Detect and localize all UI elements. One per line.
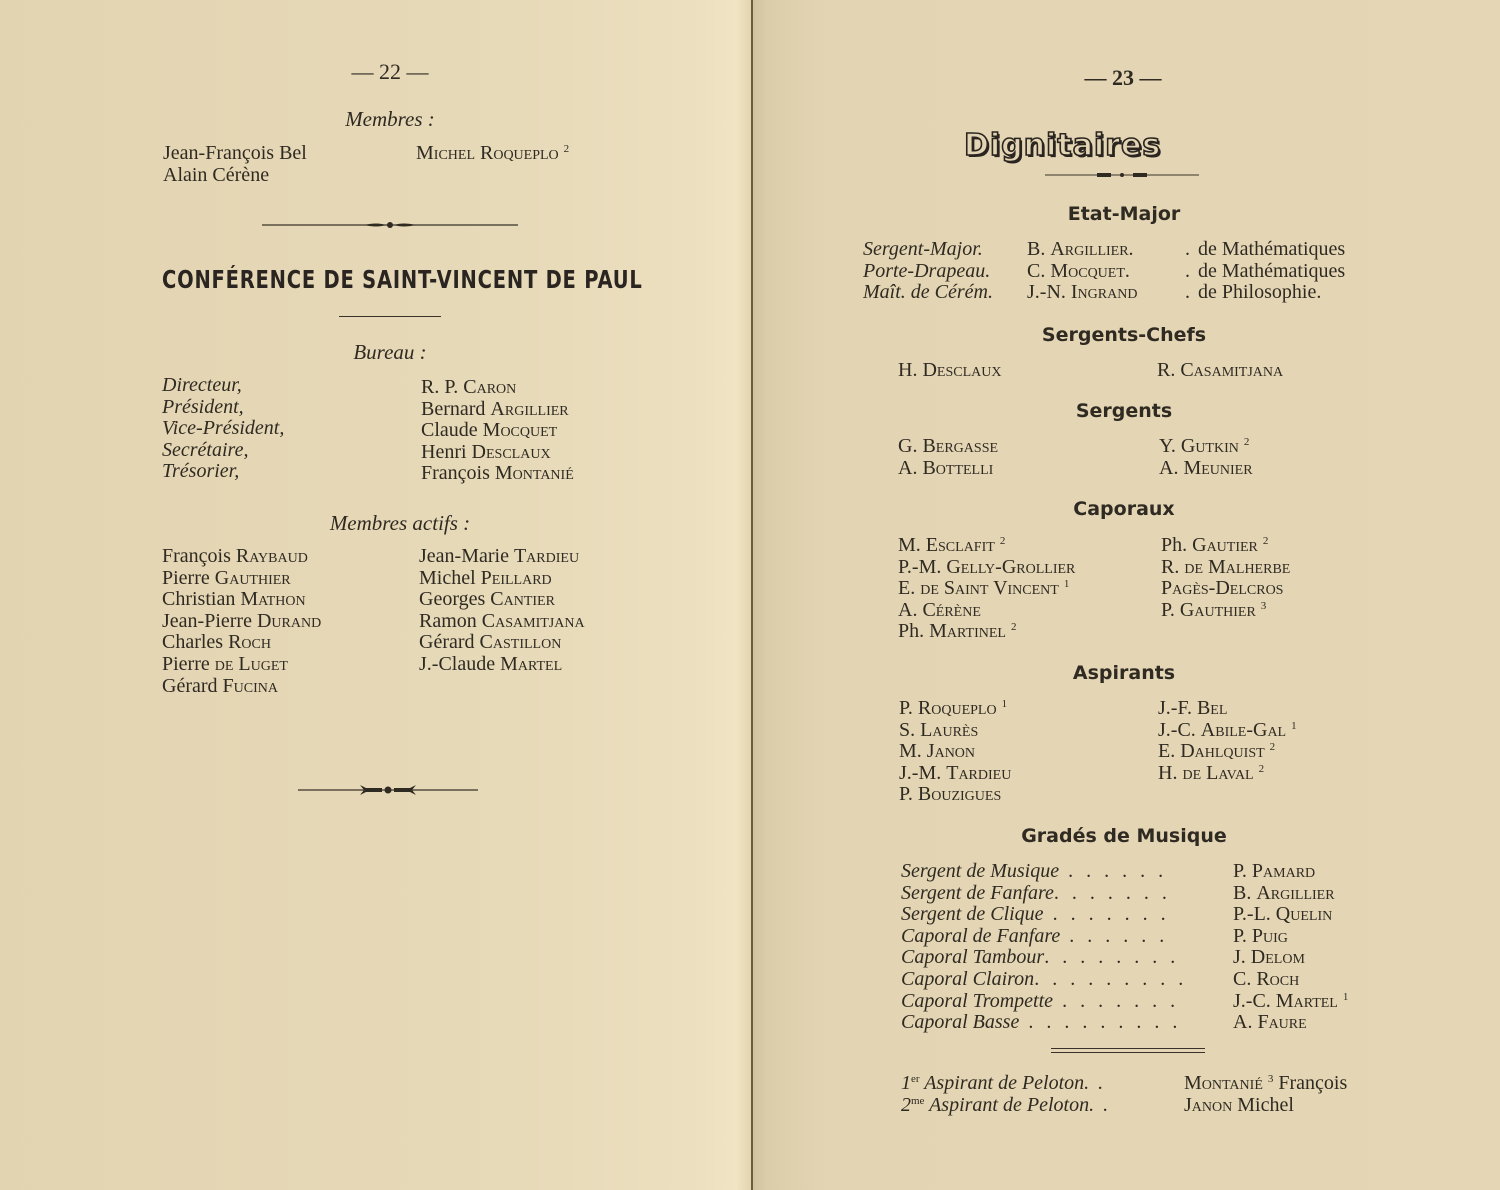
- dignitary-name: J.-C. Abile-Gal $^1$: [1158, 718, 1297, 741]
- dignitary-name: P. Pamard: [1233, 860, 1316, 882]
- actifs-column-1: [162, 546, 321, 697]
- dignitary-name: J.-F. Bel: [1158, 697, 1228, 719]
- dignitary-name: J.-C. Martel $^1$: [1233, 989, 1349, 1012]
- dignitary-name: P. Gauthier $^3$: [1161, 598, 1267, 621]
- dignitary-name: H. de Laval $^2$: [1158, 761, 1265, 784]
- active-member: Jean-Pierre Durand: [162, 609, 322, 632]
- title-divider: [1045, 170, 1199, 180]
- bureau-names: [421, 377, 574, 485]
- dignitary-name: M. Esclafit $^2$: [898, 534, 1006, 556]
- double-rule-top: [1051, 1048, 1205, 1049]
- role: Porte-Drapeau.: [863, 259, 991, 282]
- bureau-role: Trésorier,: [162, 460, 240, 483]
- dignitary-name: G. Bergasse: [898, 435, 999, 457]
- dignitary-name: P.-L. Quelin: [1233, 903, 1333, 926]
- active-member: Georges Cantier: [419, 588, 555, 611]
- dignitary-name: P. Puig: [1233, 924, 1288, 947]
- role: Caporal Tambour. . . . . . . .: [901, 946, 1180, 969]
- bureau-member: Claude Mocquet: [421, 419, 558, 442]
- bureau-member: Henri Desclaux: [421, 440, 551, 463]
- dignitary-name: Janon Michel: [1184, 1093, 1294, 1116]
- sergents-chefs-column-2: [1157, 360, 1283, 382]
- role: Caporal Clairon. . . . . . . . .: [901, 967, 1188, 990]
- active-member: Charles Roch: [162, 631, 271, 654]
- role: Sergent de Musique . . . . . .: [901, 860, 1168, 882]
- title-underline: [339, 316, 441, 317]
- class-name: de Mathématiques: [1198, 238, 1346, 260]
- sergents-heading: Sergents: [1075, 400, 1173, 422]
- dignitary-name: A. Faure: [1233, 1011, 1307, 1034]
- class-name: de Mathématiques: [1198, 259, 1346, 282]
- musique-heading: Gradés de Musique: [1021, 825, 1227, 847]
- active-member: J.-Claude Martel: [419, 652, 563, 675]
- dignitary-name: C. Roch: [1233, 967, 1300, 990]
- dignitary-name: Ph. Martinel $^2$: [898, 620, 1017, 643]
- bureau-member: R. P. Caron: [421, 376, 517, 398]
- role: 1er Aspirant de Peloton. .: [901, 1072, 1108, 1094]
- dignitary-name: Montanié $^3$ François: [1184, 1072, 1348, 1094]
- dignitaires-title: Dignitaires: [964, 128, 1162, 163]
- book-gutter: [751, 0, 753, 1190]
- member-name: Michel Roqueplo $^2$: [416, 142, 570, 164]
- members-heading: Membres :: [345, 107, 435, 131]
- actifs-heading: Membres actifs :: [329, 511, 471, 535]
- dignitary-name: R. de Malherbe: [1161, 555, 1291, 578]
- bureau-member: François Montanié: [421, 462, 574, 485]
- caporaux-column-1: [898, 535, 1075, 643]
- role: Caporal de Fanfare . . . . . .: [901, 924, 1169, 947]
- active-member: Gérard Fucina: [162, 674, 278, 697]
- section-title: CONFÉRENCE DE SAINT-VINCENT DE PAUL: [162, 265, 643, 294]
- double-rule-bottom: [1051, 1052, 1205, 1053]
- role: $2^{me}$ Aspirant de Peloton. .: [901, 1093, 1113, 1116]
- aspirants-column-2: [1158, 698, 1297, 784]
- aspirants-column-1: [899, 698, 1011, 806]
- caporaux-column-2: [1161, 535, 1290, 621]
- member-name: Jean-François Bel: [163, 142, 307, 164]
- class-name: de Philosophie.: [1198, 281, 1322, 304]
- dignitary-name: J. Delom: [1233, 946, 1305, 969]
- active-member: Ramon Casamitjana: [419, 609, 585, 632]
- sergents-column-1: [898, 436, 998, 479]
- dignitary-name: Pagès-Delcros: [1161, 577, 1284, 600]
- dignitary-name: C. Mocquet.: [1027, 259, 1130, 282]
- separator-dot: .: [1185, 259, 1190, 282]
- dignitary-name: A. Meunier: [1159, 456, 1253, 479]
- active-member: Christian Mathon: [162, 588, 306, 611]
- members-column-2: [416, 143, 569, 165]
- active-member: Gérard Castillon: [419, 631, 562, 654]
- active-member: Pierre Gauthier: [162, 566, 291, 589]
- dignitary-name: J.-N. Ingrand: [1027, 281, 1138, 304]
- dignitary-name: A. Bottelli: [898, 456, 994, 479]
- active-member: Michel Peillard: [419, 566, 552, 589]
- member-name: Alain Cérène: [163, 163, 270, 186]
- bureau-role: Secrétaire,: [162, 438, 249, 461]
- dignitary-name: Y. Gutkin $^2$: [1159, 435, 1250, 457]
- dignitary-name: P. Bouzigues: [899, 783, 1002, 806]
- caporaux-heading: Caporaux: [1073, 498, 1175, 520]
- ornamental-divider: [262, 218, 518, 232]
- ornamental-divider-bottom: [298, 782, 478, 798]
- members-column-1: [163, 143, 307, 186]
- active-member: François Raybaud: [162, 545, 308, 567]
- separator-dot: .: [1185, 281, 1190, 304]
- dignitary-name: B. Argillier.: [1027, 238, 1134, 260]
- dignitary-name: E. de Saint Vincent $^1$: [898, 577, 1070, 600]
- bureau-role: Président,: [162, 395, 244, 418]
- bureau-member: Bernard Argillier: [421, 397, 569, 420]
- dignitary-name: H. Desclaux: [898, 359, 1002, 381]
- role: Maît. de Cérém.: [863, 281, 993, 304]
- role: Sergent de Clique . . . . . . .: [901, 903, 1170, 926]
- bureau-heading: Bureau :: [353, 340, 427, 364]
- active-member: Jean-Marie Tardieu: [419, 545, 580, 567]
- dignitary-name: R. Casamitjana: [1157, 359, 1284, 381]
- dignitary-name: B. Argillier: [1233, 881, 1335, 904]
- sergents-column-2: [1159, 436, 1253, 479]
- dignitary-name: Ph. Gautier $^2$: [1161, 534, 1269, 556]
- sergents-chefs-column-1: [898, 360, 1001, 382]
- page-number-right: — 23 —: [1084, 65, 1162, 90]
- bureau-role: Directeur,: [162, 374, 242, 396]
- etat-major-heading: Etat-Major: [1067, 203, 1181, 225]
- dignitary-name: P. Roqueplo $^1$: [899, 697, 1008, 719]
- bureau-role: Vice-Président,: [162, 417, 285, 440]
- sergents-chefs-heading: Sergents-Chefs: [1041, 324, 1207, 346]
- dignitary-name: E. Dahlquist $^2$: [1158, 740, 1276, 763]
- role: Sergent-Major.: [863, 238, 983, 260]
- aspirants-heading: Aspirants: [1072, 662, 1176, 684]
- bureau-roles: [162, 375, 284, 483]
- separator-dot: .: [1185, 238, 1190, 260]
- actifs-column-2: [419, 546, 585, 676]
- role: Sergent de Fanfare. . . . . . .: [901, 881, 1171, 904]
- page-number-left: — 22 —: [351, 59, 429, 84]
- dignitary-name: P.-M. Gelly-Grollier: [898, 555, 1076, 578]
- role: Caporal Trompette . . . . . . .: [901, 989, 1180, 1012]
- dignitary-name: S. Laurès: [899, 718, 979, 741]
- role: Caporal Basse . . . . . . . . .: [901, 1011, 1182, 1034]
- dignitary-name: M. Janon: [899, 740, 976, 763]
- active-member: Pierre de Luget: [162, 652, 288, 675]
- dignitary-name: A. Cérène: [898, 598, 981, 621]
- dignitary-name: J.-M. Tardieu: [899, 761, 1012, 784]
